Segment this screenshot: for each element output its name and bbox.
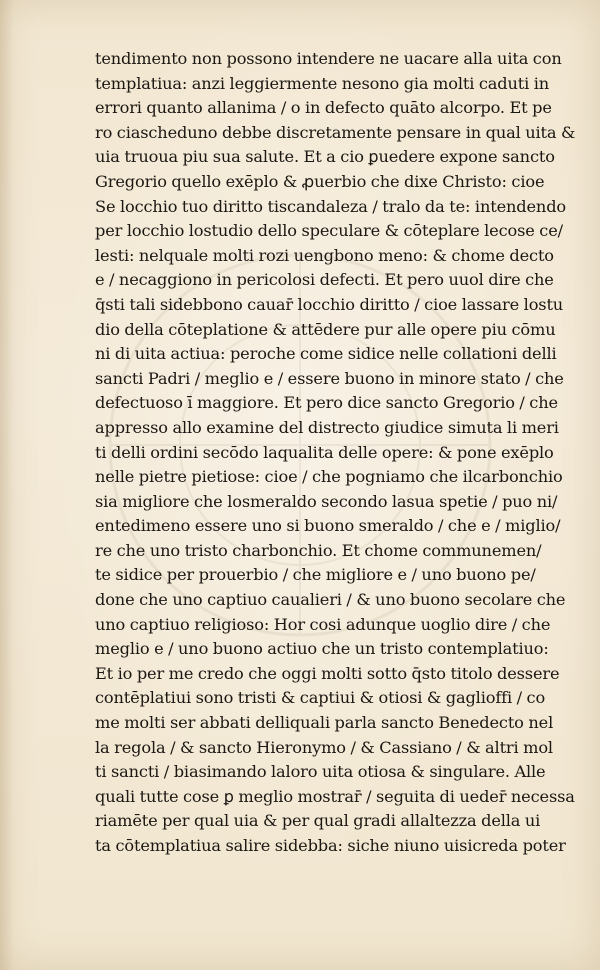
text-line: per locchio lostudio dello speculare & cōteplare lecose ce/ [95, 221, 563, 241]
text-line: Et io per me credo che oggi molti sotto q̄sto titolo dessere [95, 663, 560, 683]
text-line: nelle pietre pietiose: cioe / che pogniamo che ilcarbonchio [95, 467, 563, 487]
text-line: contēplatiui sono tristi & captiui & otiosi & gaglioffi / co [95, 688, 546, 708]
text-line: appresso allo examine del distrecto giudice simuta li meri [95, 417, 559, 437]
text-line: quali tutte cose ꝑ meglio mostrar̄ / seguita di ueder̄ necessa [95, 786, 575, 806]
text-line: entedimeno essere uno si buono smeraldo / che e / miglio/ [95, 516, 561, 536]
text-line: sancti Padri / meglio e / essere buono in minore stato / che [95, 368, 564, 388]
text-line: lesti: nelquale molti rozi uengbono meno: & chome decto [95, 245, 554, 265]
text-line: tendimento non possono intendere ne uacare alla uita con [95, 49, 562, 68]
text-line: uno captiuo religioso: Hor cosi adunque uoglio dire / che [95, 614, 551, 634]
text-line: templatiua: anzi leggiermente nesono gia molti caduti in [95, 73, 550, 93]
text-line: la regola / & sancto Hieronymo / & Cassiano / & altri mol [95, 737, 553, 757]
text-line: done che uno captiuo caualieri / & uno buono secolare che [95, 590, 566, 610]
text-line: riamēte per qual uia & per qual gradi allaltezza della ui [95, 811, 541, 831]
text-line: ti delli ordini secōdo laqualita delle opere: & pone exēplo [95, 442, 554, 462]
text-line: uia truoua piu sua salute. Et a cio ꝑuedere expone sancto [95, 147, 555, 167]
text-line: ro ciascheduno debbe discretamente pensare in qual uita & [95, 122, 576, 142]
text-line: ti sancti / biasimando laloro uita otiosa & singulare. Alle [95, 762, 546, 782]
text-line: dio della cōteplatione & attēdere pur alle opere piu cōmu [95, 319, 556, 339]
text-line: errori quanto allanima / o in defecto quāto alcorpo. Et pe [95, 98, 552, 118]
text-line: Gregorio quello exēplo & ꝓuerbio che dixe Christo: cioe [95, 171, 545, 191]
text-line: defectuoso ī maggiore. Et pero dice sancto Gregorio / che [95, 393, 558, 413]
text-line: ta cōtemplatiua salire sidebba: siche niuno uisicreda poter [95, 836, 566, 855]
text-line: re che uno tristo charbonchio. Et chome communemen/ [95, 540, 542, 560]
text-line: meglio e / uno buono actiuo che un tristo contemplatiuo: [95, 639, 549, 659]
text-line: q̄sti tali sidebbono cauar̄ locchio diritto / cioe lassare lostu [95, 294, 564, 314]
text-line: me molti ser abbati delliquali parla sancto Benedecto nel [95, 713, 554, 733]
text-line: e / necaggiono in pericolosi defecti. Et pero uuol dire che [95, 270, 554, 290]
page-gutter-shadow [0, 0, 14, 970]
text-line: te sidice per prouerbio / che migliore e / uno buono pe/ [95, 565, 536, 585]
text-block [95, 47, 576, 859]
text-line: Se locchio tuo diritto tiscandaleza / tralo da te: intendendo [95, 196, 567, 216]
text-line: sia migliore che losmeraldo secondo lasua spetie / puo ni/ [95, 491, 558, 511]
text-line: ni di uita actiua: peroche come sidice nelle collationi delli [95, 344, 557, 364]
